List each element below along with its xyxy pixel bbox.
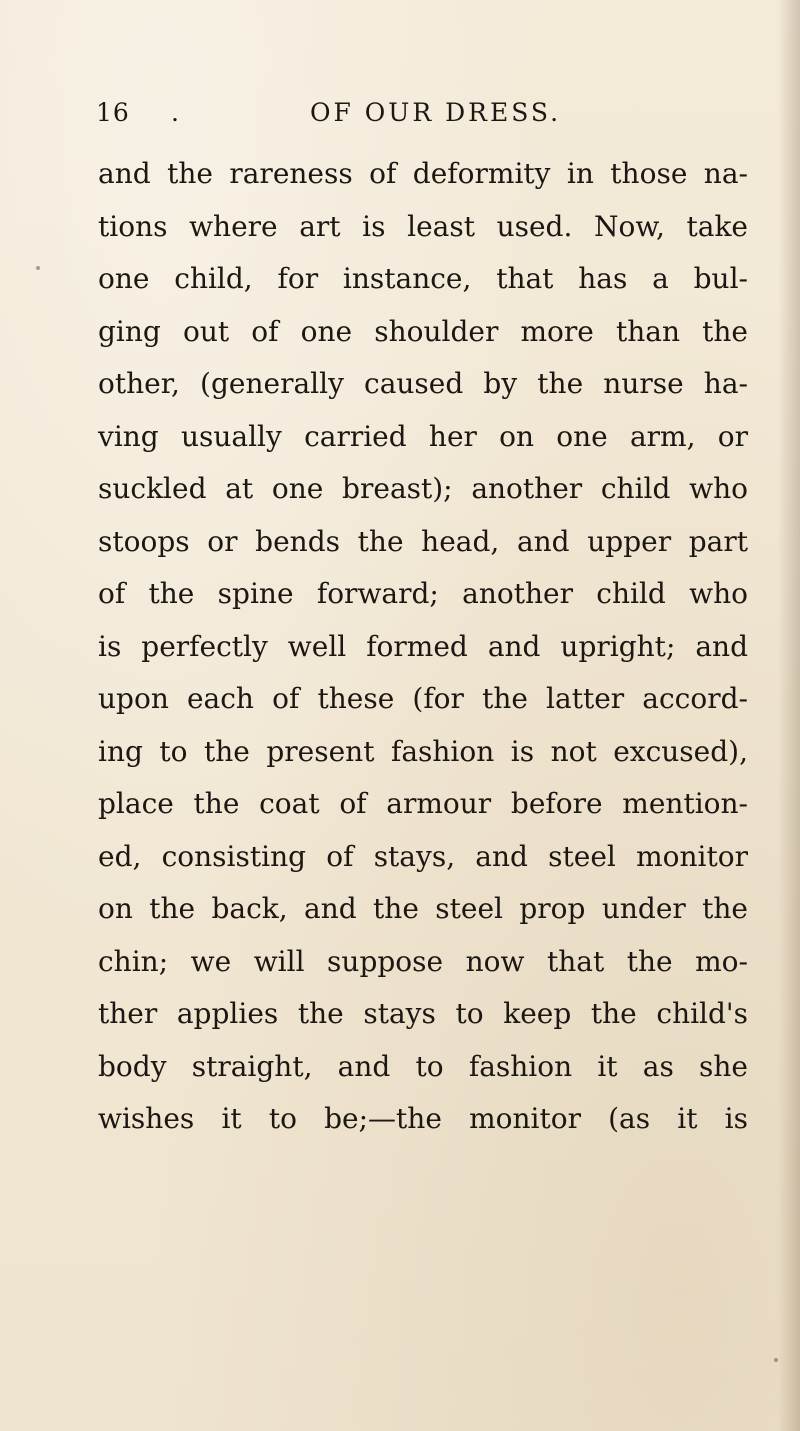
paper-speck bbox=[774, 1358, 778, 1362]
text-line: chin; we will suppose now that the mo- bbox=[98, 944, 748, 978]
text-line: ther applies the stays to keep the child's bbox=[98, 997, 748, 1030]
text-line: one child, for instance, that has a bul- bbox=[98, 262, 748, 295]
page-edge-shadow bbox=[778, 0, 800, 1431]
text-line: stoops or bends the head, and upper part bbox=[98, 524, 748, 558]
text-line: of the spine forward; another child who bbox=[98, 577, 748, 610]
text-line: place the coat of armour before mention- bbox=[98, 787, 748, 820]
text-line: ed, consisting of stays, and steel monitor bbox=[98, 839, 748, 873]
text-line: body straight, and to fashion it as she bbox=[98, 1049, 748, 1083]
text-line: upon each of these (for the latter accord- bbox=[98, 682, 748, 715]
page-number: 16 bbox=[96, 98, 130, 127]
text-line: is perfectly well formed and upright; and bbox=[98, 629, 748, 663]
text-line: and the rareness of deformity in those na- bbox=[98, 157, 748, 190]
text-line: suckled at one breast); another child who bbox=[98, 472, 748, 505]
text-line: ving usually carried her on one arm, or bbox=[98, 419, 748, 453]
text-line: ing to the present fashion is not excused), bbox=[98, 734, 748, 768]
paper-speck bbox=[36, 266, 40, 270]
page-header bbox=[0, 98, 800, 142]
text-line: on the back, and the steel prop under the bbox=[98, 892, 748, 925]
text-line: tions where art is least used. Now, take bbox=[98, 209, 748, 243]
text-line: ging out of one shoulder more than the bbox=[98, 314, 748, 348]
text-line: wishes it to be;—the monitor (as it is bbox=[98, 1102, 748, 1135]
text-line: other, (generally caused by the nurse ha- bbox=[98, 367, 748, 400]
running-title: OF OUR DRESS. bbox=[310, 98, 562, 127]
header-separator: . bbox=[171, 98, 179, 127]
body-text bbox=[98, 148, 748, 1146]
